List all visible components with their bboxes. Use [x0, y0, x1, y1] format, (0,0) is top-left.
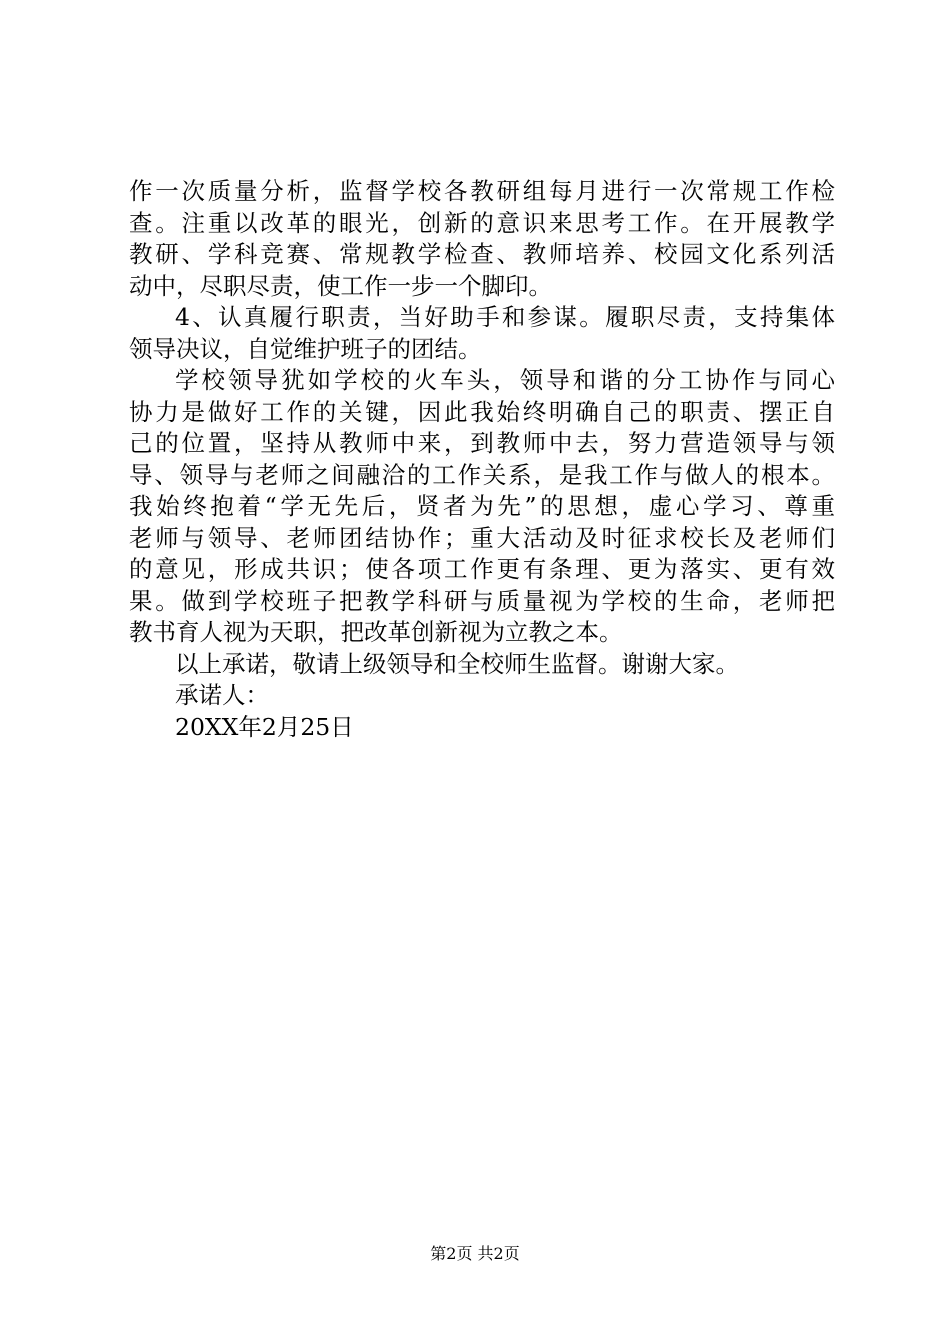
document-body — [129, 176, 835, 743]
text-line: 4、认真履行职责，当好助手和参谋。履职尽责，支持集体 — [175, 303, 835, 331]
text-line: 学校领导犹如学校的火车头，领导和谐的分工协作与同心 — [175, 366, 835, 394]
text-line: 作一次质量分析，监督学校各教研组每月进行一次常规工作检 — [129, 177, 835, 205]
text-line: 协力是做好工作的关键，因此我始终明确自己的职责、摆正自 — [129, 397, 835, 426]
text-line: 教研、学科竞赛、常规教学检查、教师培养、校园文化系列活 — [129, 240, 835, 268]
text-line: 果。做到学校班子把教学科研与质量视为学校的生命，老师把 — [129, 586, 835, 615]
document-date: 20XX年2月25日 — [175, 712, 354, 741]
text-line: 教书育人视为天职，把改革创新视为立教之本。 — [129, 618, 623, 646]
closing-line: 以上承诺，敬请上级领导和全校师生监督。谢谢大家。 — [175, 649, 739, 678]
text-line: 导、领导与老师之间融洽的工作关系，是我工作与做人的根本。 — [129, 460, 835, 489]
text-line: 老师与领导、老师团结协作；重大活动及时征求校长及老师们 — [129, 523, 835, 552]
text-line: 查。注重以改革的眼光，创新的意识来思考工作。在开展教学 — [129, 208, 835, 237]
page-footer — [0, 1243, 950, 1265]
page-number: 第2页 共2页 — [430, 1244, 520, 1263]
text-line: 己的位置，坚持从教师中来，到教师中去，努力营造领导与领 — [129, 429, 835, 457]
signatory-label: 承诺人： — [175, 681, 269, 709]
text-line: 我始终抱着“学无先后，贤者为先”的思想，虚心学习、尊重 — [129, 492, 835, 520]
text-line: 领导决议，自觉维护班子的团结。 — [129, 334, 482, 363]
text-line: 动中，尽职尽责，使工作一步一个脚印。 — [129, 271, 552, 300]
text-line: 的意见，形成共识；使各项工作更有条理、更为落实、更有效 — [129, 555, 835, 583]
